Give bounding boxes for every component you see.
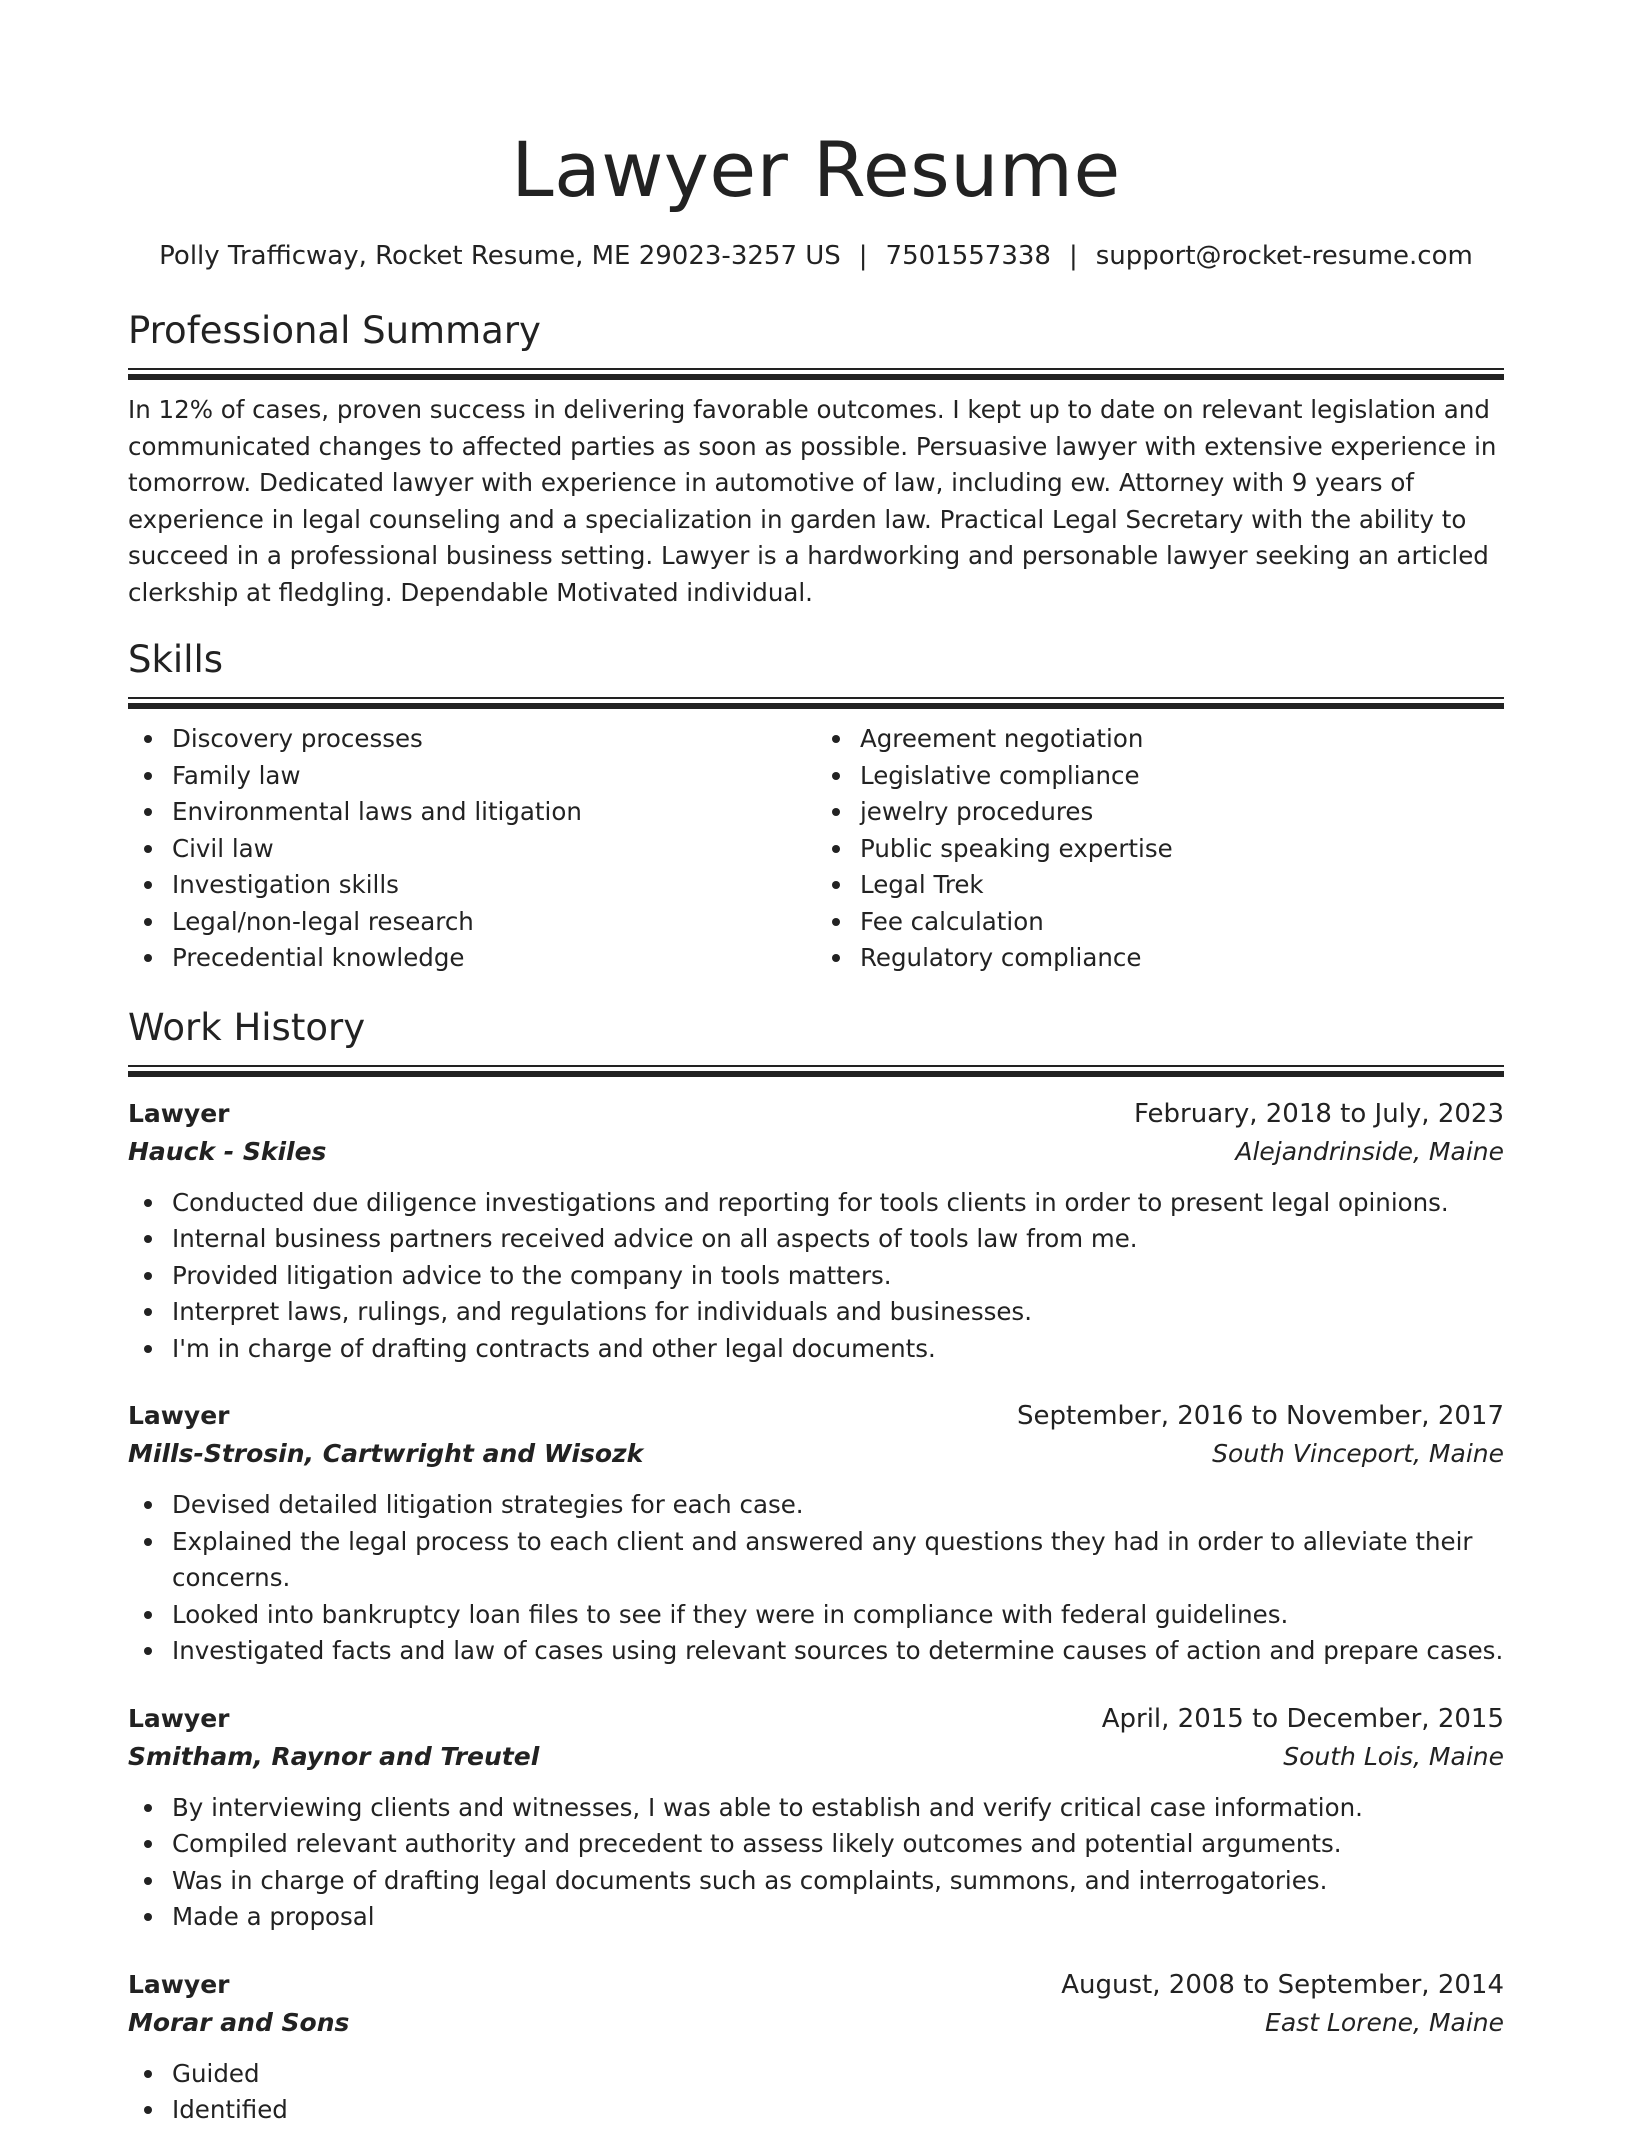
resume-page [128,0,1504,2129]
job-dates: August, 2008 to September, 2014 [1061,1969,1504,2000]
bullet-icon [144,1877,152,1885]
bullet-icon [144,1913,152,1921]
job-company: Mills-Strosin, Cartwright and Wisozk [128,1439,644,1468]
bullet-icon [144,1647,152,1655]
job-title: Lawyer [128,1703,230,1733]
duty-list [128,1185,1504,1368]
bullet-icon [144,1308,152,1316]
job-location: South Lois, Maine [1283,1741,1504,1771]
bullet-icon [832,735,840,743]
duty-list [128,1487,1504,1670]
duty-item: Made a proposal [172,1899,1504,1936]
contact-separator: | [1068,241,1078,271]
job-title: Lawyer [128,1969,230,1999]
skills-grid [128,721,1504,977]
skill-item: Legal/non-legal research [172,904,816,941]
bullet-icon [144,1804,152,1812]
bullet-icon [144,808,152,816]
resume-title: Lawyer Resume [511,125,1121,214]
skill-item: Discovery processes [172,721,816,758]
skill-item: Investigation skills [172,867,816,904]
skill-item: Fee calculation [860,904,1504,941]
duty-item: Compiled relevant authority and precedent to assess likely outcomes and potential arguments. [172,1826,1504,1863]
work-history-section [128,1005,1504,2129]
skills-column-right [816,721,1504,977]
job-title: Lawyer [128,1401,230,1430]
job-company: Hauck - Skiles [128,1136,327,1166]
job-company: Morar and Sons [128,2007,350,2037]
job-location: East Lorene, Maine [1265,2007,1504,2037]
bullet-icon [144,1199,152,1207]
job-company: Smitham, Raynor and Treutel [128,1741,540,1771]
bullet-icon [144,772,152,780]
duty-item: Explained the legal process to each client and answered any questions they had in order to alleviate their concerns. [172,1524,1504,1597]
skill-item: Legislative compliance [860,758,1504,795]
job-entry [128,1397,1504,1670]
skill-item: Environmental laws and litigation [172,794,816,831]
section-heading-skills: Skills [128,638,224,681]
skills-section [128,637,1504,977]
duty-item: Identified [172,2092,1504,2129]
skill-item: Family law [172,758,816,795]
bullet-icon [144,1501,152,1509]
skill-item: Public speaking expertise [860,831,1504,868]
bullet-icon [832,954,840,962]
bullet-icon [144,1611,152,1619]
bullet-icon [832,881,840,889]
skill-item: jewelry procedures [860,794,1504,831]
duty-item: Interpret laws, rulings, and regulations for individuals and businesses. [172,1294,1504,1331]
bullet-icon [144,2106,152,2114]
skill-item: Regulatory compliance [860,940,1504,977]
duty-item: Looked into bankruptcy loan files to see if they were in compliance with federal guidelines. [172,1597,1504,1634]
skill-item: Legal Trek [860,867,1504,904]
job-location: South Vinceport, Maine [1212,1439,1504,1468]
summary-text: In 12% of cases, proven success in delivering favorable outcomes. I kept up to date on relevant legislation and communicated changes to affected parties as soon as possible. Persuasive lawyer with extensive experience in tomorrow. Dedicated lawyer with experience in automotive of law, including ew. Attorney with 9 years of experience in legal counseling and a specialization in garden law. Practical Legal Secretary with the ability to succeed in a professional business setting. Lawyer is a hardworking and personable lawyer seeking an articled clerkship at fledgling. Dependable Motivated individual. [128,395,1497,607]
duty-list [128,1790,1504,1936]
contact-line [128,238,1504,274]
bullet-icon [144,1272,152,1280]
job-entry [128,1095,1504,1368]
duty-item: Was in charge of drafting legal documents such as complaints, summons, and interrogatories. [172,1863,1504,1900]
duty-item: Conducted due diligence investigations and reporting for tools clients in order to present legal opinions. [172,1185,1504,1222]
bullet-icon [832,772,840,780]
job-dates: April, 2015 to December, 2015 [1101,1703,1504,1734]
bullet-icon [144,1345,152,1353]
bullet-icon [832,918,840,926]
bullet-icon [144,1235,152,1243]
section-divider [128,1065,1504,1077]
bullet-icon [144,881,152,889]
duty-item: I'm in charge of drafting contracts and other legal documents. [172,1331,1504,1368]
contact-separator: | [858,241,868,271]
bullet-icon [144,918,152,926]
duty-list [128,2056,1504,2129]
contact-email: support@rocket-resume.com [1095,241,1473,271]
job-location: Alejandrinside, Maine [1235,1136,1504,1166]
section-heading-summary: Professional Summary [128,309,541,352]
contact-phone: 7501557338 [885,241,1051,271]
job-dates: February, 2018 to July, 2023 [1134,1098,1504,1129]
duty-item: Devised detailed litigation strategies for each case. [172,1487,1504,1524]
bullet-icon [832,845,840,853]
summary-section [128,308,1504,611]
job-title: Lawyer [128,1098,230,1128]
job-entry [128,1700,1504,1936]
section-divider [128,368,1504,380]
bullet-icon [144,954,152,962]
bullet-icon [832,808,840,816]
section-divider [128,697,1504,709]
duty-item: Internal business partners received advice on all aspects of tools law from me. [172,1221,1504,1258]
skill-item: Agreement negotiation [860,721,1504,758]
bullet-icon [144,735,152,743]
skill-item: Precedential knowledge [172,940,816,977]
bullet-icon [144,845,152,853]
bullet-icon [144,1840,152,1848]
skill-item: Civil law [172,831,816,868]
bullet-icon [144,2070,152,2078]
section-heading-work-history: Work History [128,1005,366,1049]
duty-item: By interviewing clients and witnesses, I was able to establish and verify critical case information. [172,1790,1504,1827]
job-dates: September, 2016 to November, 2017 [1017,1401,1504,1431]
job-entry [128,1966,1504,2129]
duty-item: Investigated facts and law of cases using relevant sources to determine causes of action and prepare cases. [172,1633,1504,1670]
duty-item: Guided [172,2056,1504,2093]
bullet-icon [144,1538,152,1546]
contact-address: Polly Trafficway, Rocket Resume, ME 29023-3257 US [159,241,841,271]
skills-column-left [128,721,816,977]
duty-item: Provided litigation advice to the company in tools matters. [172,1258,1504,1295]
